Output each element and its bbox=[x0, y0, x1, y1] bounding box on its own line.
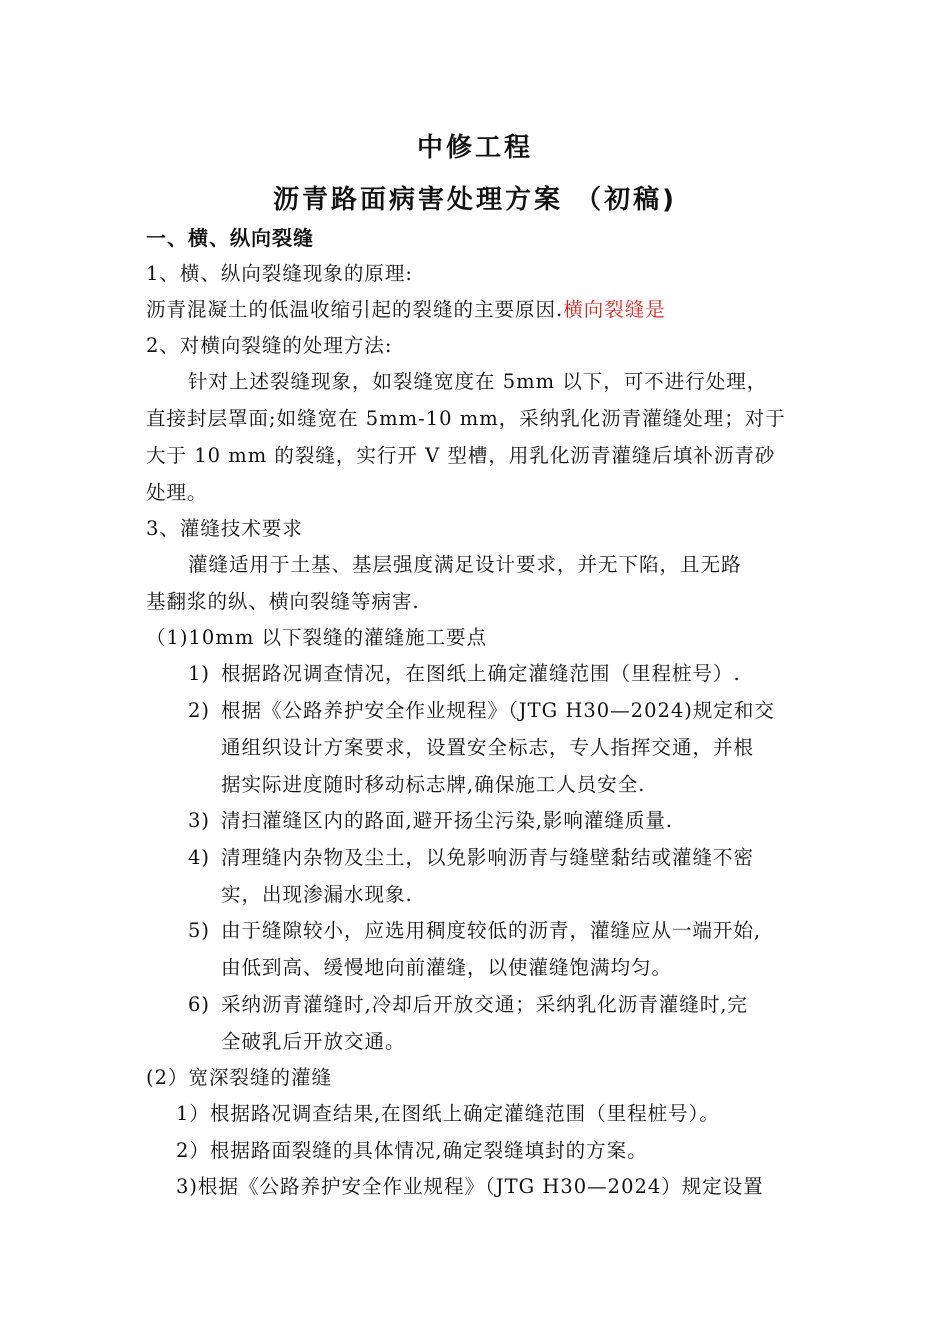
list-item-number: 3) bbox=[188, 809, 211, 832]
list-item-text: 由于缝隙较小，应选用稠度较低的沥青，灌缝应从一端开始, bbox=[221, 919, 762, 942]
subsection-title-2: (2）宽深裂缝的灌缝 bbox=[146, 1066, 333, 1089]
list-item-text: 3)根据《公路养护安全作业规程》（JTG H30—2024）规定设置 bbox=[176, 1175, 764, 1198]
paragraph-line: 大于 10 mm 的裂缝，实行开 V 型槽，用乳化沥青灌缝后填补沥青砂 bbox=[146, 444, 776, 467]
highlight-red-text: 横向裂缝是 bbox=[563, 298, 666, 321]
list-item-text: 通组织设计方案要求，设置安全标志，专人指挥交通，并根 bbox=[221, 736, 755, 759]
list-item-text: 全破乳后开放交通。 bbox=[221, 1030, 406, 1053]
list-item-text: 据实际进度随时移动标志牌,确保施工人员安全. bbox=[221, 773, 646, 796]
list-item-number: 5) bbox=[188, 919, 211, 942]
list-item-text: 清理缝内杂物及尘土，以免影响沥青与缝壁黏结或灌缝不密 bbox=[221, 846, 755, 869]
list-item-text: 1）根据路况调查结果,在图纸上确定灌缝范围（里程桩号）。 bbox=[176, 1102, 720, 1125]
paragraph-line: 针对上述裂缝现象，如裂缝宽度在 5mm 以下，可不进行处理， bbox=[188, 370, 768, 393]
list-item-text: 采纳沥青灌缝时,冷却后开放交通；采纳乳化沥青灌缝时,完 bbox=[221, 993, 748, 1016]
list-item-number: 2) bbox=[188, 699, 211, 722]
paragraph-title-1: 1、横、纵向裂缝现象的原理: bbox=[146, 262, 413, 285]
list-item-text: 清扫灌缝区内的路面,避开扬尘污染,影响灌缝质量. bbox=[221, 809, 674, 832]
list-item-text: 2）根据路面裂缝的具体情况,确定裂缝填封的方案。 bbox=[176, 1139, 648, 1162]
list-item-number: 4) bbox=[188, 846, 211, 869]
document-subtitle: 沥青路面病害处理方案 （初稿) bbox=[273, 185, 677, 215]
paragraph-title-2: 2、对横向裂缝的处理方法: bbox=[146, 334, 393, 357]
document-title: 中修工程 bbox=[416, 133, 533, 163]
subsection-title-1: （1)10mm 以下裂缝的灌缝施工要点 bbox=[146, 626, 488, 649]
list-item-text: 由低到高、缓慢地向前灌缝，以使灌缝饱满均匀。 bbox=[221, 956, 673, 979]
paragraph-text-1 bbox=[146, 296, 666, 324]
list-item-text: 实，出现渗漏水现象. bbox=[221, 883, 413, 906]
paragraph-line: 处理。 bbox=[146, 481, 208, 504]
list-item-text: 根据《公路养护安全作业规程》（JTG H30—2024)规定和交 bbox=[221, 699, 775, 722]
paragraph-line: 灌缝适用于土基、基层强度满足设计要求，并无下陷，且无路 bbox=[188, 553, 742, 576]
list-item-number: 1) bbox=[188, 662, 211, 685]
paragraph-title-3: 3、灌缝技术要求 bbox=[146, 517, 303, 540]
paragraph-line: 基翻浆的纵、横向裂缝等病害. bbox=[146, 590, 420, 613]
paragraph-text-1-main: 沥青混凝土的低温收缩引起的裂缝的主要原因. bbox=[146, 298, 564, 321]
paragraph-line: 直接封层罩面;如缝宽在 5mm-10 mm，采纳乳化沥青灌缝处理；对于 bbox=[146, 407, 786, 430]
list-item-number: 6) bbox=[188, 993, 211, 1016]
list-item-text: 根据路况调查情况，在图纸上确定灌缝范围（里程桩号）. bbox=[221, 662, 741, 685]
section-heading: 一、横、纵向裂缝 bbox=[146, 226, 314, 250]
